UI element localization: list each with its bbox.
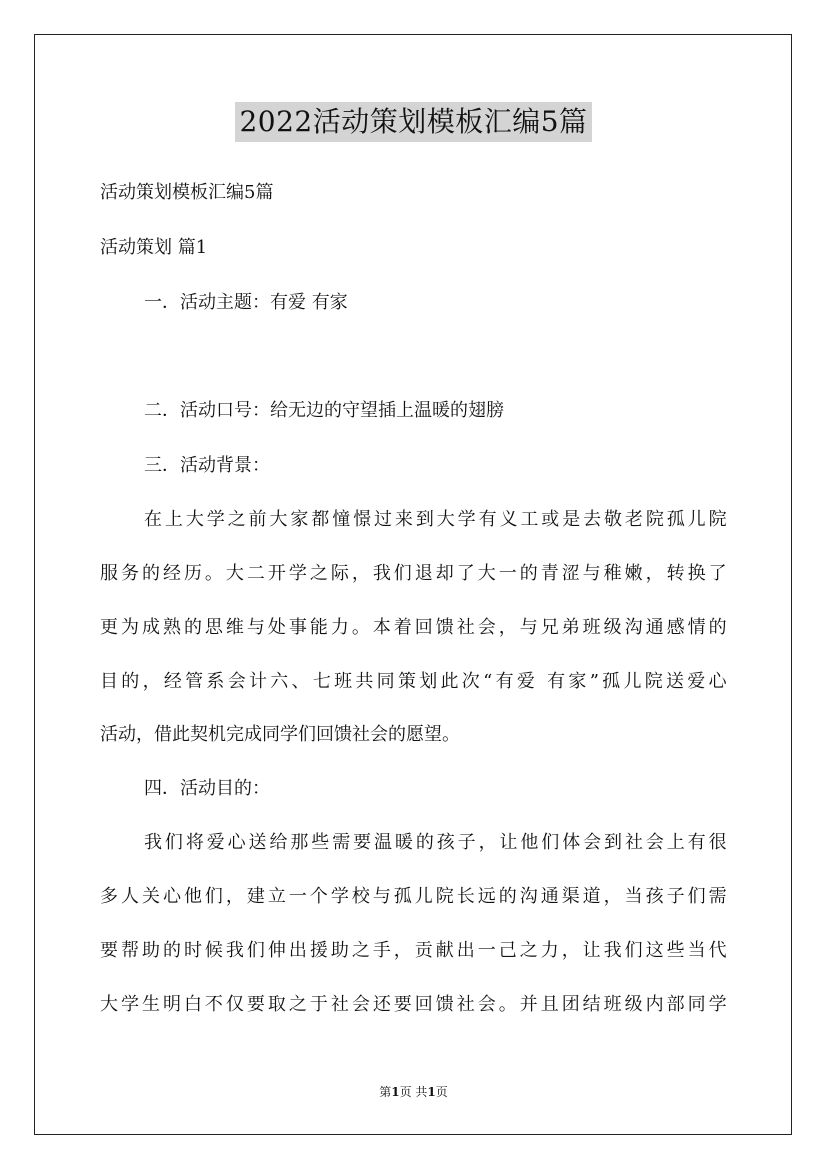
footer-mid: 页 共 [399, 1085, 428, 1099]
paragraph-line: 我们将爱心送给那些需要温暖的孩子，让他们体会到社会上有很 [144, 832, 727, 853]
section-heading: 活动策划 篇1 [100, 237, 208, 258]
paragraph-line: 多人关心他们，建立一个学校与孤儿院长远的沟通渠道，当孩子们需 [100, 886, 727, 907]
document-title: 2022活动策划模板汇编5篇 [235, 102, 591, 142]
paragraph-line: 更为成熟的思维与处事能力。本着回馈社会，与兄弟班级沟通感情的 [100, 617, 727, 638]
footer-prefix: 第 [379, 1085, 392, 1099]
activity-background-heading: 三．活动背景： [144, 455, 270, 476]
paragraph-line: 大学生明白不仅要取之于社会还要回馈社会。并且团结班级内部同学 [100, 994, 727, 1015]
footer-current-page: 1 [391, 1085, 400, 1099]
paragraph-line: 活动，借此契机完成同学们回馈社会的愿望。 [100, 724, 460, 745]
paragraph-line: 目的，经管系会计六、七班共同策划此次“有爱 有家”孤儿院送爱心 [100, 671, 727, 692]
activity-purpose-heading: 四．活动目的： [144, 778, 270, 799]
title-container [0, 102, 827, 142]
activity-slogan-line: 二．活动口号：给无边的守望插上温暖的翅膀 [144, 400, 504, 421]
footer-total-pages: 1 [427, 1085, 436, 1099]
paragraph-line: 要帮助的时候我们伸出援助之手，贡献出一己之力，让我们这些当代 [100, 940, 727, 961]
footer-suffix: 页 [435, 1085, 448, 1099]
subtitle-line: 活动策划模板汇编5篇 [100, 182, 274, 203]
paragraph-line: 服务的经历。大二开学之际，我们退却了大一的青涩与稚嫩，转换了 [100, 563, 727, 584]
activity-theme-line: 一．活动主题：有爱 有家 [144, 292, 348, 313]
page-footer [0, 1084, 827, 1100]
paragraph-line: 在上大学之前大家都憧憬过来到大学有义工或是去敬老院孤儿院 [144, 509, 727, 530]
